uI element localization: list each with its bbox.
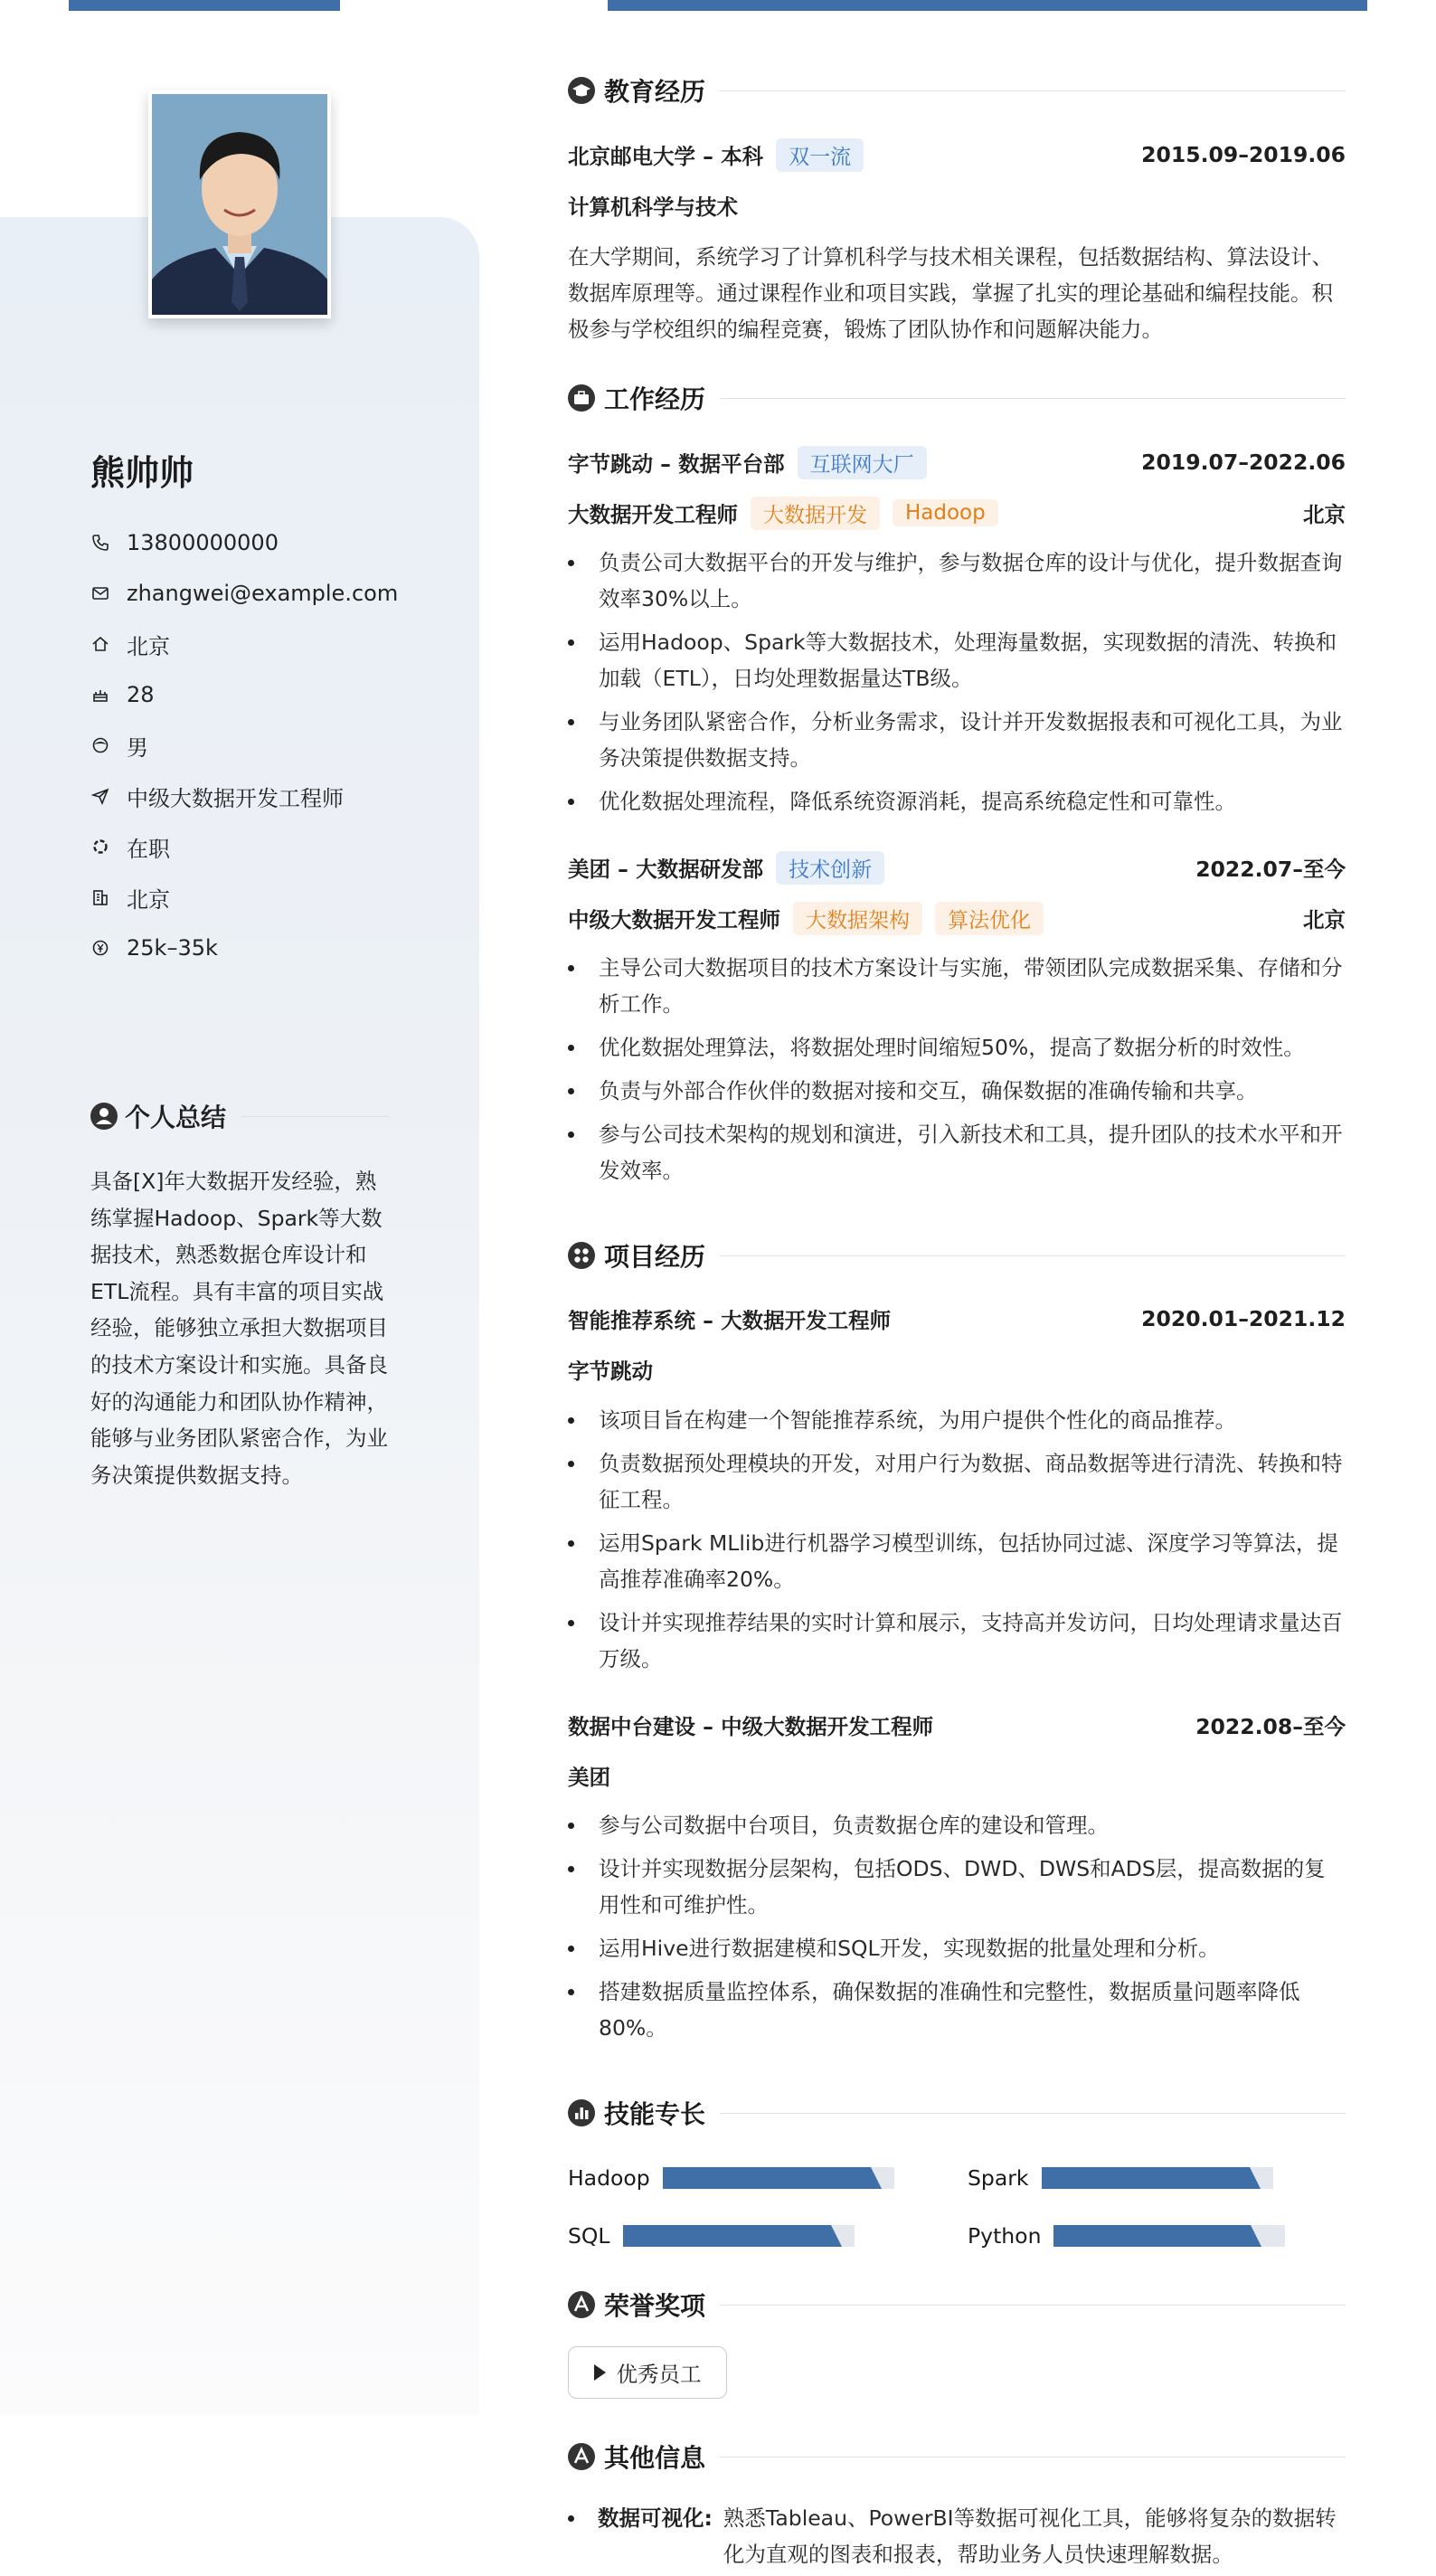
job-1-tag-2: Hadoop — [893, 499, 998, 526]
skills-section-header — [568, 2095, 1346, 2131]
summary-title: 个人总结 — [125, 1103, 227, 1132]
work-title: 工作经历 — [604, 384, 706, 414]
building-icon — [90, 887, 110, 907]
summary-divider — [241, 1116, 389, 1117]
skill-name: SQL — [568, 2223, 610, 2249]
projects-title: 项目经历 — [604, 1242, 706, 1272]
other-item-text: 熟悉Tableau、PowerBI等数据可视化工具，能够将复杂的数据转化为直观的图表和报表，帮助业务人员快速理解数据。 — [723, 2505, 1337, 2567]
grid-icon — [568, 1242, 595, 1269]
job-2-company-row — [568, 849, 1346, 886]
info-gender: 男 — [90, 720, 398, 771]
list-item: 负责公司大数据平台的开发与维护，参与数据仓库的设计与优化，提升数据查询效率30%以上。 — [568, 545, 1346, 617]
skill-spark — [968, 2162, 1273, 2194]
project-2-period: 2022.08–至今 — [1195, 1714, 1346, 1739]
project-2-bullets — [568, 1807, 1346, 2053]
school-tag: 双一流 — [776, 138, 864, 172]
info-salary: 25k–35k — [90, 923, 398, 973]
other-item — [568, 2500, 1346, 2572]
work-divider — [720, 398, 1346, 399]
job-2-location: 北京 — [1303, 907, 1346, 933]
skill-bar-fill — [623, 2225, 831, 2247]
award-label: 优秀员工 — [616, 2362, 702, 2387]
list-item: 负责与外部合作伙伴的数据对接和交互，确保数据的准确传输和共享。 — [568, 1073, 1346, 1109]
job-1-company: 字节跳动 – 数据平台部 — [568, 451, 785, 477]
salary-icon — [90, 938, 110, 958]
list-item: 运用Spark MLlib进行机器学习模型训练，包括协同过滤、深度学习等算法，提高推荐准确率20%。 — [568, 1525, 1346, 1597]
list-item: 主导公司大数据项目的技术方案设计与实施，带领团队完成数据采集、存储和分析工作。 — [568, 950, 1346, 1022]
award-icon — [568, 2291, 595, 2318]
job-1-tag-1: 大数据开发 — [751, 497, 880, 530]
job-2-period: 2022.07–至今 — [1195, 857, 1346, 882]
job-1-position: 大数据开发工程师 — [568, 502, 738, 527]
skill-bar — [663, 2167, 894, 2189]
cake-icon — [90, 685, 110, 705]
other-title: 其他信息 — [604, 2443, 706, 2473]
skill-bar — [623, 2225, 855, 2247]
job-2-tag-2: 算法优化 — [935, 902, 1044, 935]
top-accent-bar-right — [608, 0, 1367, 11]
education-row — [568, 137, 1346, 173]
list-item: 搭建数据质量监控体系，确保数据的准确性和完整性，数据质量问题率降低80%。 — [568, 1974, 1346, 2046]
other-divider — [720, 2457, 1346, 2458]
list-item: 与业务团队紧密合作，分析业务需求，设计并开发数据报表和可视化工具，为业务决策提供数据支持。 — [568, 704, 1346, 776]
project-2-org: 美团 — [568, 1765, 610, 1790]
skill-sql — [568, 2220, 855, 2252]
summary-text: 具备[X]年大数据开发经验，熟练掌握Hadoop、Spark等大数据技术，熟悉数据仓库设计和ETL流程。具有丰富的项目实战经验，能够独立承担大数据项目的技术方案设计和实施。具备良好的沟通能力和团队协作精神，能够与业务团队紧密合作，为业务决策提供数据支持。 — [90, 1169, 388, 1488]
skill-bar — [1053, 2225, 1285, 2247]
list-item: 运用Hadoop、Spark等大数据技术，处理海量数据，实现数据的清洗、转换和加载（ETL），日均处理数据量达TB级。 — [568, 624, 1346, 696]
list-item: 该项目旨在构建一个智能推荐系统，为用户提供个性化的商品推荐。 — [568, 1402, 1346, 1438]
phone-icon — [90, 533, 110, 553]
work-section-header — [568, 380, 1346, 416]
awards-title: 荣誉奖项 — [604, 2291, 706, 2321]
job-1-period: 2019.07–2022.06 — [1141, 450, 1346, 475]
education-title: 教育经历 — [604, 77, 706, 107]
bullet-dot — [568, 2515, 574, 2522]
job-1-position-row — [568, 495, 1346, 531]
project-1-org-row — [568, 1351, 1346, 1387]
education-description: 在大学期间，系统学习了计算机科学与技术相关课程，包括数据结构、算法设计、数据库原理等。通过课程作业和项目实践，掌握了扎实的理论基础和编程技能。积极参与学校组织的编程竞赛，锻炼了团队协作和问题解决能力。 — [568, 244, 1333, 342]
info-age: 28 — [90, 669, 398, 720]
job-2-company-tag: 技术创新 — [776, 851, 884, 885]
profile-name: 熊帅帅 — [90, 453, 194, 493]
skill-name: Python — [968, 2223, 1042, 2249]
job-1-company-row — [568, 444, 1346, 480]
school-name: 北京邮电大学 – 本科 — [568, 144, 764, 169]
info-city: 北京 — [90, 619, 398, 669]
send-icon — [90, 786, 110, 806]
skill-bar-fill — [1053, 2225, 1251, 2247]
project-1-bullets — [568, 1402, 1346, 1684]
project-2-name: 数据中台建设 – 中级大数据开发工程师 — [568, 1714, 934, 1739]
project-1-name: 智能推荐系统 – 大数据开发工程师 — [568, 1308, 892, 1333]
info-phone: 13800000000 — [90, 517, 398, 568]
list-item: 设计并实现推荐结果的实时计算和展示，支持高并发访问，日均处理请求量达百万级。 — [568, 1605, 1346, 1677]
education-divider — [720, 90, 1346, 91]
project-2-org-row — [568, 1757, 1346, 1794]
awards-section-header — [568, 2287, 1346, 2323]
list-item: 运用Hive进行数据建模和SQL开发，实现数据的批量处理和分析。 — [568, 1930, 1346, 1966]
projects-section-header — [568, 1237, 1346, 1274]
job-2-position: 中级大数据开发工程师 — [568, 907, 780, 933]
awards-divider — [720, 2305, 1346, 2306]
job-1-company-tag: 互联网大厂 — [798, 446, 927, 479]
job-1-bullets — [568, 545, 1346, 827]
other-item-label: 数据可视化: — [598, 2505, 713, 2531]
user-circle-icon — [90, 1103, 118, 1130]
graduation-cap-icon — [568, 77, 595, 104]
job-1-location: 北京 — [1303, 502, 1346, 527]
job-2-tag-1: 大数据架构 — [793, 902, 922, 935]
major-row — [568, 187, 1346, 223]
list-item: 参与公司数据中台项目，负责数据仓库的建设和管理。 — [568, 1807, 1346, 1843]
project-1-org: 字节跳动 — [568, 1359, 653, 1384]
project-2-row — [568, 1707, 1346, 1743]
major: 计算机科学与技术 — [568, 194, 738, 220]
other-section-header — [568, 2439, 1346, 2475]
skill-python — [968, 2220, 1285, 2252]
project-1-period: 2020.01–2021.12 — [1141, 1306, 1346, 1331]
mail-icon — [90, 583, 110, 603]
info-email: zhangwei@example.com — [90, 568, 398, 619]
skill-name: Spark — [968, 2165, 1029, 2191]
skill-hadoop — [568, 2162, 894, 2194]
list-item: 优化数据处理流程，降低系统资源消耗，提高系统稳定性和可靠性。 — [568, 783, 1346, 819]
project-1-row — [568, 1301, 1346, 1337]
skill-bar-fill — [663, 2167, 871, 2189]
top-accent-bar-left — [69, 0, 340, 11]
job-2-company: 美团 – 大数据研发部 — [568, 857, 764, 882]
play-icon — [594, 2364, 606, 2381]
skills-title: 技能专长 — [604, 2099, 706, 2129]
gender-icon — [90, 735, 110, 755]
list-item: 优化数据处理算法，将数据处理时间缩短50%，提高了数据分析的时效性。 — [568, 1029, 1346, 1065]
list-item: 参与公司技术架构的规划和演进，引入新技术和工具，提升团队的技术水平和开发效率。 — [568, 1116, 1346, 1189]
skill-bar-fill — [1042, 2167, 1250, 2189]
info-a-icon — [568, 2443, 595, 2470]
status-icon — [90, 837, 110, 857]
list-item: 设计并实现数据分层架构，包括ODS、DWD、DWS和ADS层，提高数据的复用性和可维护性。 — [568, 1851, 1346, 1923]
job-2-position-row — [568, 900, 1346, 936]
avatar — [148, 90, 331, 318]
bar-chart-icon — [568, 2099, 595, 2126]
list-item: 负责数据预处理模块的开发，对用户行为数据、商品数据等进行清洗、转换和特征工程。 — [568, 1445, 1346, 1518]
skill-name: Hadoop — [568, 2165, 650, 2191]
projects-divider — [720, 1255, 1346, 1256]
info-location: 北京 — [90, 872, 398, 923]
briefcase-icon — [568, 384, 595, 412]
home-icon — [90, 634, 110, 654]
summary-section-header — [90, 1098, 389, 1134]
award-item[interactable] — [568, 2346, 727, 2399]
education-period: 2015.09–2019.06 — [1141, 142, 1346, 167]
contact-info-list — [90, 517, 398, 973]
job-2-bullets — [568, 950, 1346, 1196]
skills-divider — [720, 2113, 1346, 2114]
skill-bar — [1042, 2167, 1273, 2189]
education-section-header — [568, 72, 1346, 109]
info-status: 在职 — [90, 821, 398, 872]
info-position: 中级大数据开发工程师 — [90, 771, 398, 821]
